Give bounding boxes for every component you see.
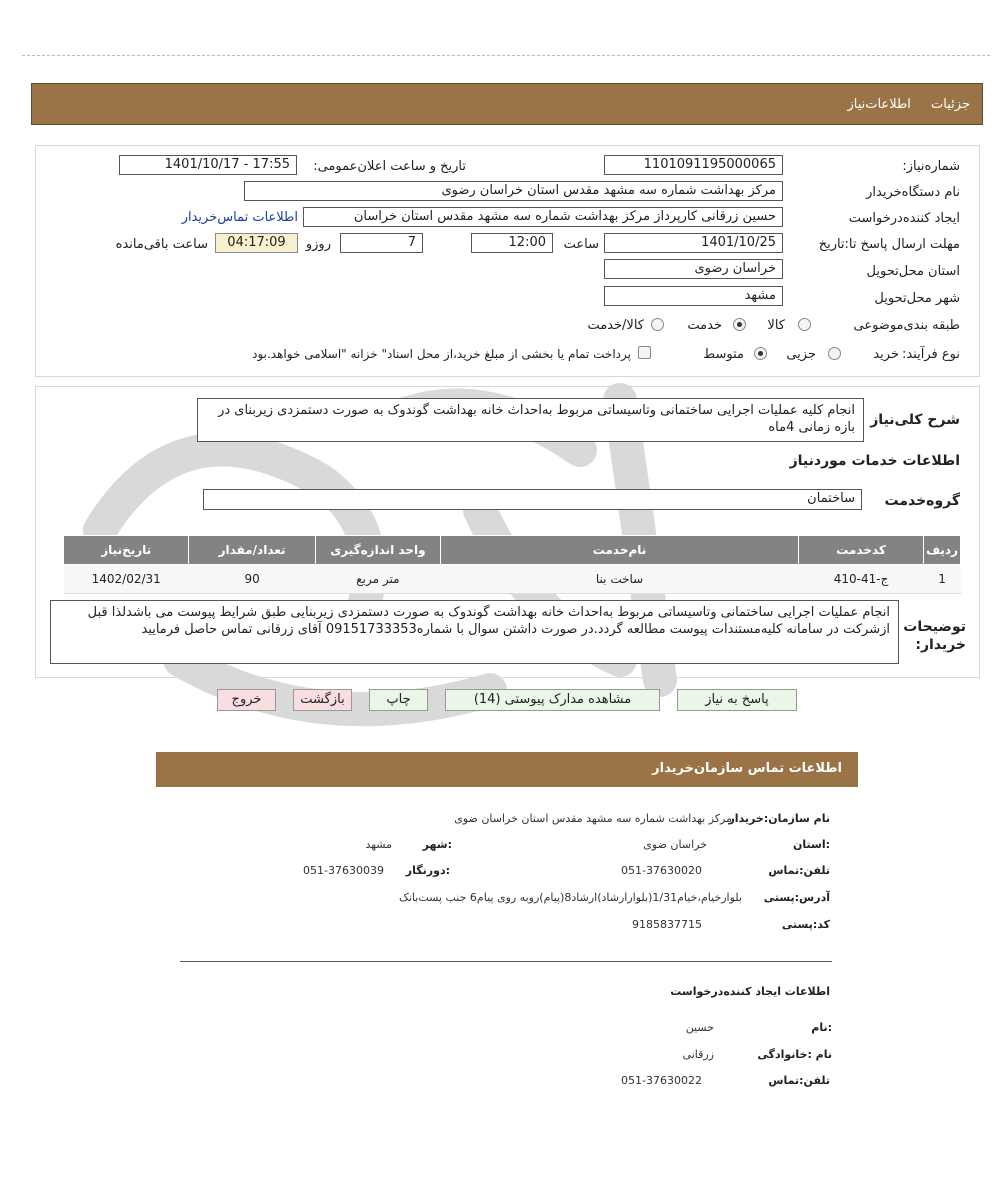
col-service-name: نام‌خدمت [441,536,799,565]
process-medium-radio[interactable] [754,347,767,360]
process-buy-label: خرید [873,347,899,362]
org-address-value: بلوارخیام،خیام1/31(بلوارارشاد)ارشاد8(پیام)روبه روی پیام6 جنب پست‌بانک [399,891,742,904]
col-service-code: کدخدمت [799,536,924,565]
cell-need-date: 1402/02/31 [64,565,189,594]
col-quantity: تعداد/مقدار [189,536,315,565]
province-label: استان محل‌تحویل [866,264,960,279]
buyer-contact-link[interactable]: اطلاعات تماس‌خریدار [181,210,298,225]
services-table [63,535,961,594]
org-province-value: خراسان ضوی [643,838,707,851]
creator-last-label: نام :خانوادگی [757,1048,832,1061]
buyer-field: مرکز بهداشت شماره سه مشهد مقدس استان خراسان رضوی [244,181,783,201]
creator-first-label: :نام [811,1021,832,1034]
back-button[interactable]: بازگشت [293,689,352,711]
category-both-radio[interactable] [651,318,664,331]
deadline-time-label: ساعت [563,237,599,252]
remaining-label: ساعت باقی‌مانده [115,237,208,252]
org-phone-value: 051-37630020 [621,864,702,877]
deadline-time-field: 12:00 [471,233,553,253]
buyer-label: نام دستگاه‌خریدار [866,185,960,200]
org-contact-header [156,752,858,787]
top-divider [22,55,990,56]
process-minor-label: جزیی [786,347,816,362]
category-label: طبقه بندی‌موضوعی [853,318,960,333]
category-service-label: خدمت [687,318,722,333]
cell-unit: متر مربع [315,565,440,594]
category-both-label: کالا/خدمت [587,318,644,333]
category-service-radio[interactable] [733,318,746,331]
process-label: نوع فرآیند: [902,347,960,362]
deadline-date-field: 1401/10/25 [604,233,783,253]
org-fax-value: 051-37630039 [303,864,384,877]
days-field: 7 [340,233,423,253]
days-label: روزو [305,237,331,252]
org-address-label: آدرس‌:پستی [763,891,830,904]
org-contact-title: اطلاعات تماس سازمان‌خریدار [652,761,842,776]
city-label: شهر محل‌تحویل [874,291,960,306]
view-documents-button[interactable]: مشاهده مدارک پیوستی (14) [445,689,660,711]
summary-text: انجام کلیه عملیات اجرایی ساختمانی وتاسیساتی مربوط به‌احداث خانه بهداشت گوندوک به صورت دستمزدی زیربنای در بازه زمانی 4ماه [197,398,864,442]
print-button[interactable]: چاپ [369,689,428,711]
service-group-field: ساختمان [203,489,862,510]
exit-button[interactable]: خروج [217,689,276,711]
creator-phone-value: 051-37630022 [621,1074,702,1087]
org-province-label: :استان [793,838,830,851]
cell-service-code: ج-41-410 [799,565,924,594]
tab-need-info[interactable]: اطلاعات‌نیاز [847,97,911,112]
org-city-label: :شهر [422,838,452,851]
org-postal-label: کد‌:پستی [781,918,830,931]
org-city-value: مشهد [365,838,392,851]
page-header [31,83,983,125]
category-goods-radio[interactable] [798,318,811,331]
need-number-field: 1101091195000065 [604,155,783,175]
need-info-panel [35,145,980,377]
remaining-time-field: 04:17:09 [215,233,298,253]
buyer-notes-text: انجام عملیات اجرایی ساختمانی وتاسیساتی مربوط به‌احداث خانه بهداشت گوندوک به صورت دستمزدی زیربنایی طبق شرایط پیوست می باشدلذا قبل ازشرکت در سامانه کلیه‌مستندات پیوست مطالعه گردد.در صورت داشتن سوال با شماره09151733353 آقای زرقانی تماس حاصل فرمایید [50,600,899,664]
col-unit: واحد اندازه‌گیری [315,536,440,565]
creator-last-value: زرقانی [682,1048,714,1061]
buyer-notes-label: توضیحات خریدار: [903,619,966,653]
service-group-label: گروه‌خدمت [884,493,960,509]
treasury-payment-checkbox[interactable] [638,346,651,359]
org-fax-label: :دورنگار [405,864,450,877]
services-title: اطلاعات خدمات موردنیاز [789,453,960,469]
creator-phone-label: تلفن‌:تماس [768,1074,830,1087]
cell-row: 1 [924,565,961,594]
col-need-date: تاریخ‌نیاز [64,536,189,565]
city-field: مشهد [604,286,783,306]
table-row [64,565,961,594]
announce-date-field: 1401/10/17 - 17:55 [119,155,297,175]
need-number-label: شماره‌نیاز: [902,159,960,174]
process-medium-label: متوسط [703,347,744,362]
tab-details[interactable]: جزئیات [931,97,970,112]
creator-field: حسین زرقانی کارپرداز مرکز بهداشت شماره سه مشهد مقدس استان خراسان [303,207,783,227]
province-field: خراسان رضوی [604,259,783,279]
org-postal-value: 9185837715 [632,918,702,931]
process-minor-radio[interactable] [828,347,841,360]
summary-label: شرح کلی‌نیاز [870,412,960,428]
section-divider [180,961,832,962]
creator-first-value: حسین [685,1021,714,1034]
org-name-label: نام سازمان‌:خریدار [728,812,830,825]
creator-label: ایجاد کننده‌درخواست [848,211,960,226]
reply-button[interactable]: پاسخ به نیاز [677,689,797,711]
org-name-value: مرکز بهداشت شماره سه مشهد مقدس استان خراسان ضوی [454,812,732,825]
announce-date-label: تاریخ و ساعت اعلان‌عمومی: [313,159,466,174]
creator-info-title: اطلاعات ایجاد کننده‌درخواست [670,985,830,998]
col-row: ردیف [924,536,961,565]
category-goods-label: کالا [767,318,785,333]
org-phone-label: تلفن‌:تماس [768,864,830,877]
treasury-payment-note: پرداخت تمام یا بخشی از مبلغ خرید،از محل اسناد" خزانه "اسلامی خواهد.بود [252,347,631,361]
cell-quantity: 90 [189,565,315,594]
cell-service-name: ساخت بنا [441,565,799,594]
deadline-label: مهلت ارسال پاسخ تا:تاریخ [818,237,960,252]
